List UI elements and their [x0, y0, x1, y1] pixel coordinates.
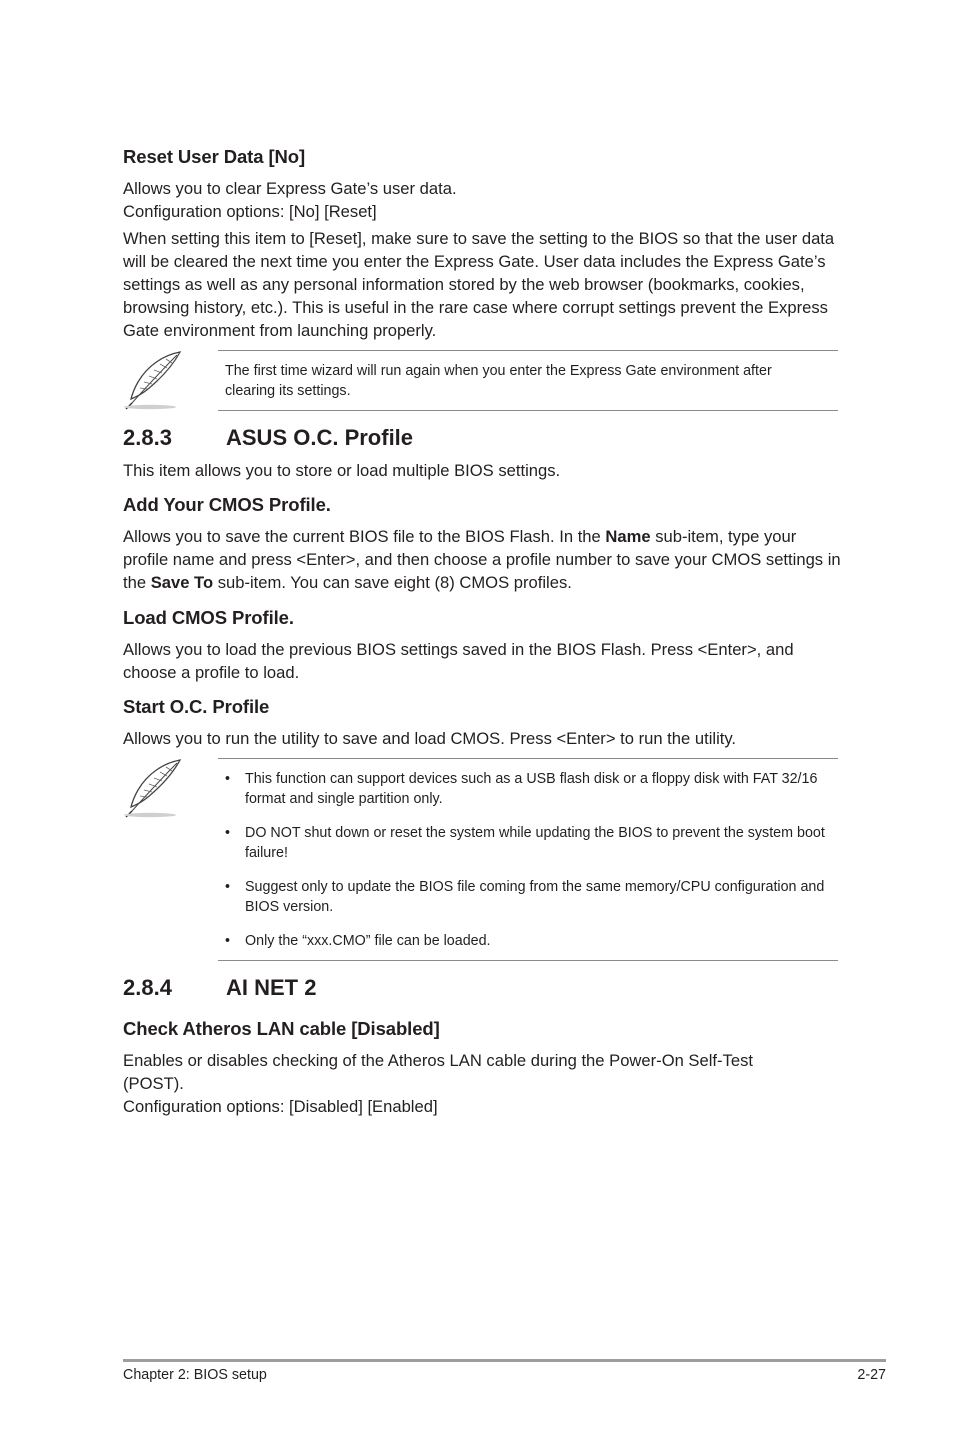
text-run: sub-item. You can save eight (8) CMOS profiles. — [213, 573, 572, 592]
bullet-dot: • — [225, 879, 231, 895]
load-cmos-description: Allows you to load the previous BIOS settings saved in the BIOS Flash. Press <Enter>, and choose a profile to load. — [123, 640, 794, 682]
item-heading-load-cmos-profile: Load CMOS Profile. — [123, 607, 294, 628]
text-run: sub-item, type your profile name and press <Enter>, and then choose a profile number to save your CMOS settings in the — [123, 527, 841, 592]
section-heading-2-8-3 — [123, 425, 413, 451]
list-item — [225, 931, 835, 951]
section-title: AI NET 2 — [226, 975, 317, 1000]
bold-term-name: Name — [605, 527, 651, 546]
item-heading-check-atheros-lan: Check Atheros LAN cable [Disabled] — [123, 1018, 440, 1039]
footer-chapter-label: Chapter 2: BIOS setup — [123, 1367, 267, 1383]
section-number: 2.8.4 — [123, 975, 172, 1000]
config-options-line: Configuration options: [No] [Reset] — [123, 202, 377, 221]
note-text: The first time wizard will run again when you enter the Express Gate environment after clearing its settings. — [225, 363, 772, 399]
bullet-dot: • — [225, 825, 231, 841]
item-heading-start-oc-profile: Start O.C. Profile — [123, 696, 270, 717]
reset-warning-paragraph: When setting this item to [Reset], make sure to save the setting to the BIOS so that the user data will be cleared the next time you enter the Express Gate. User data includes the Express Gate’s settings as well as any personal information stored by the web browser (bookmarks, cookies, browsing history, etc.). This is useful in the rare case where corrupt settings prevent the Express Gate environment from launching properly. — [123, 229, 835, 340]
feather-pen-icon — [120, 757, 184, 819]
section-heading-2-8-4 — [123, 975, 316, 1001]
bullet-dot: • — [225, 933, 231, 949]
check-atheros-description — [123, 1049, 803, 1118]
description-line: Allows you to clear Express Gate’s user data. — [123, 179, 457, 198]
section-number: 2.8.3 — [123, 425, 172, 450]
bullet-text: Only the “xxx.CMO” file can be loaded. — [245, 933, 491, 949]
note-rule-bottom — [218, 410, 838, 411]
list-item — [225, 823, 835, 863]
note-bullet-list — [225, 769, 835, 965]
text-run: Allows you to save the current BIOS file to the BIOS Flash. In the — [123, 527, 606, 546]
add-cmos-description — [123, 525, 843, 594]
footer-rule — [123, 1359, 886, 1362]
note-rule-top — [218, 350, 838, 351]
note-rule-top — [218, 758, 838, 759]
feather-pen-icon — [120, 349, 184, 411]
description-paragraph: Enables or disables checking of the Atheros LAN cable during the Power-On Self-Test (POST). — [123, 1051, 753, 1093]
bullet-text: Suggest only to update the BIOS file coming from the same memory/CPU configuration and BIOS version. — [245, 879, 825, 915]
note-rule-bottom — [218, 960, 838, 961]
bullet-text: This function can support devices such as a USB flash disk or a floppy disk with FAT 32/16 format and single partition only. — [245, 771, 818, 807]
bold-term-save-to: Save To — [150, 573, 214, 592]
reset-user-data-description — [123, 177, 843, 342]
list-item — [225, 877, 835, 917]
footer-page-number: 2-27 — [857, 1367, 886, 1383]
bullet-dot: • — [225, 771, 231, 787]
list-item — [225, 769, 835, 809]
start-oc-description: Allows you to run the utility to save and load CMOS. Press <Enter> to run the utility. — [123, 729, 737, 748]
config-options-line: Configuration options: [Disabled] [Enabled] — [123, 1097, 438, 1116]
item-heading-add-cmos-profile: Add Your CMOS Profile. — [123, 494, 331, 515]
item-heading-reset-user-data: Reset User Data [No] — [123, 146, 306, 167]
bullet-text: DO NOT shut down or reset the system while updating the BIOS to prevent the system boot failure! — [245, 825, 825, 861]
section-title: ASUS O.C. Profile — [226, 425, 414, 450]
section-intro: This item allows you to store or load multiple BIOS settings. — [123, 461, 561, 480]
